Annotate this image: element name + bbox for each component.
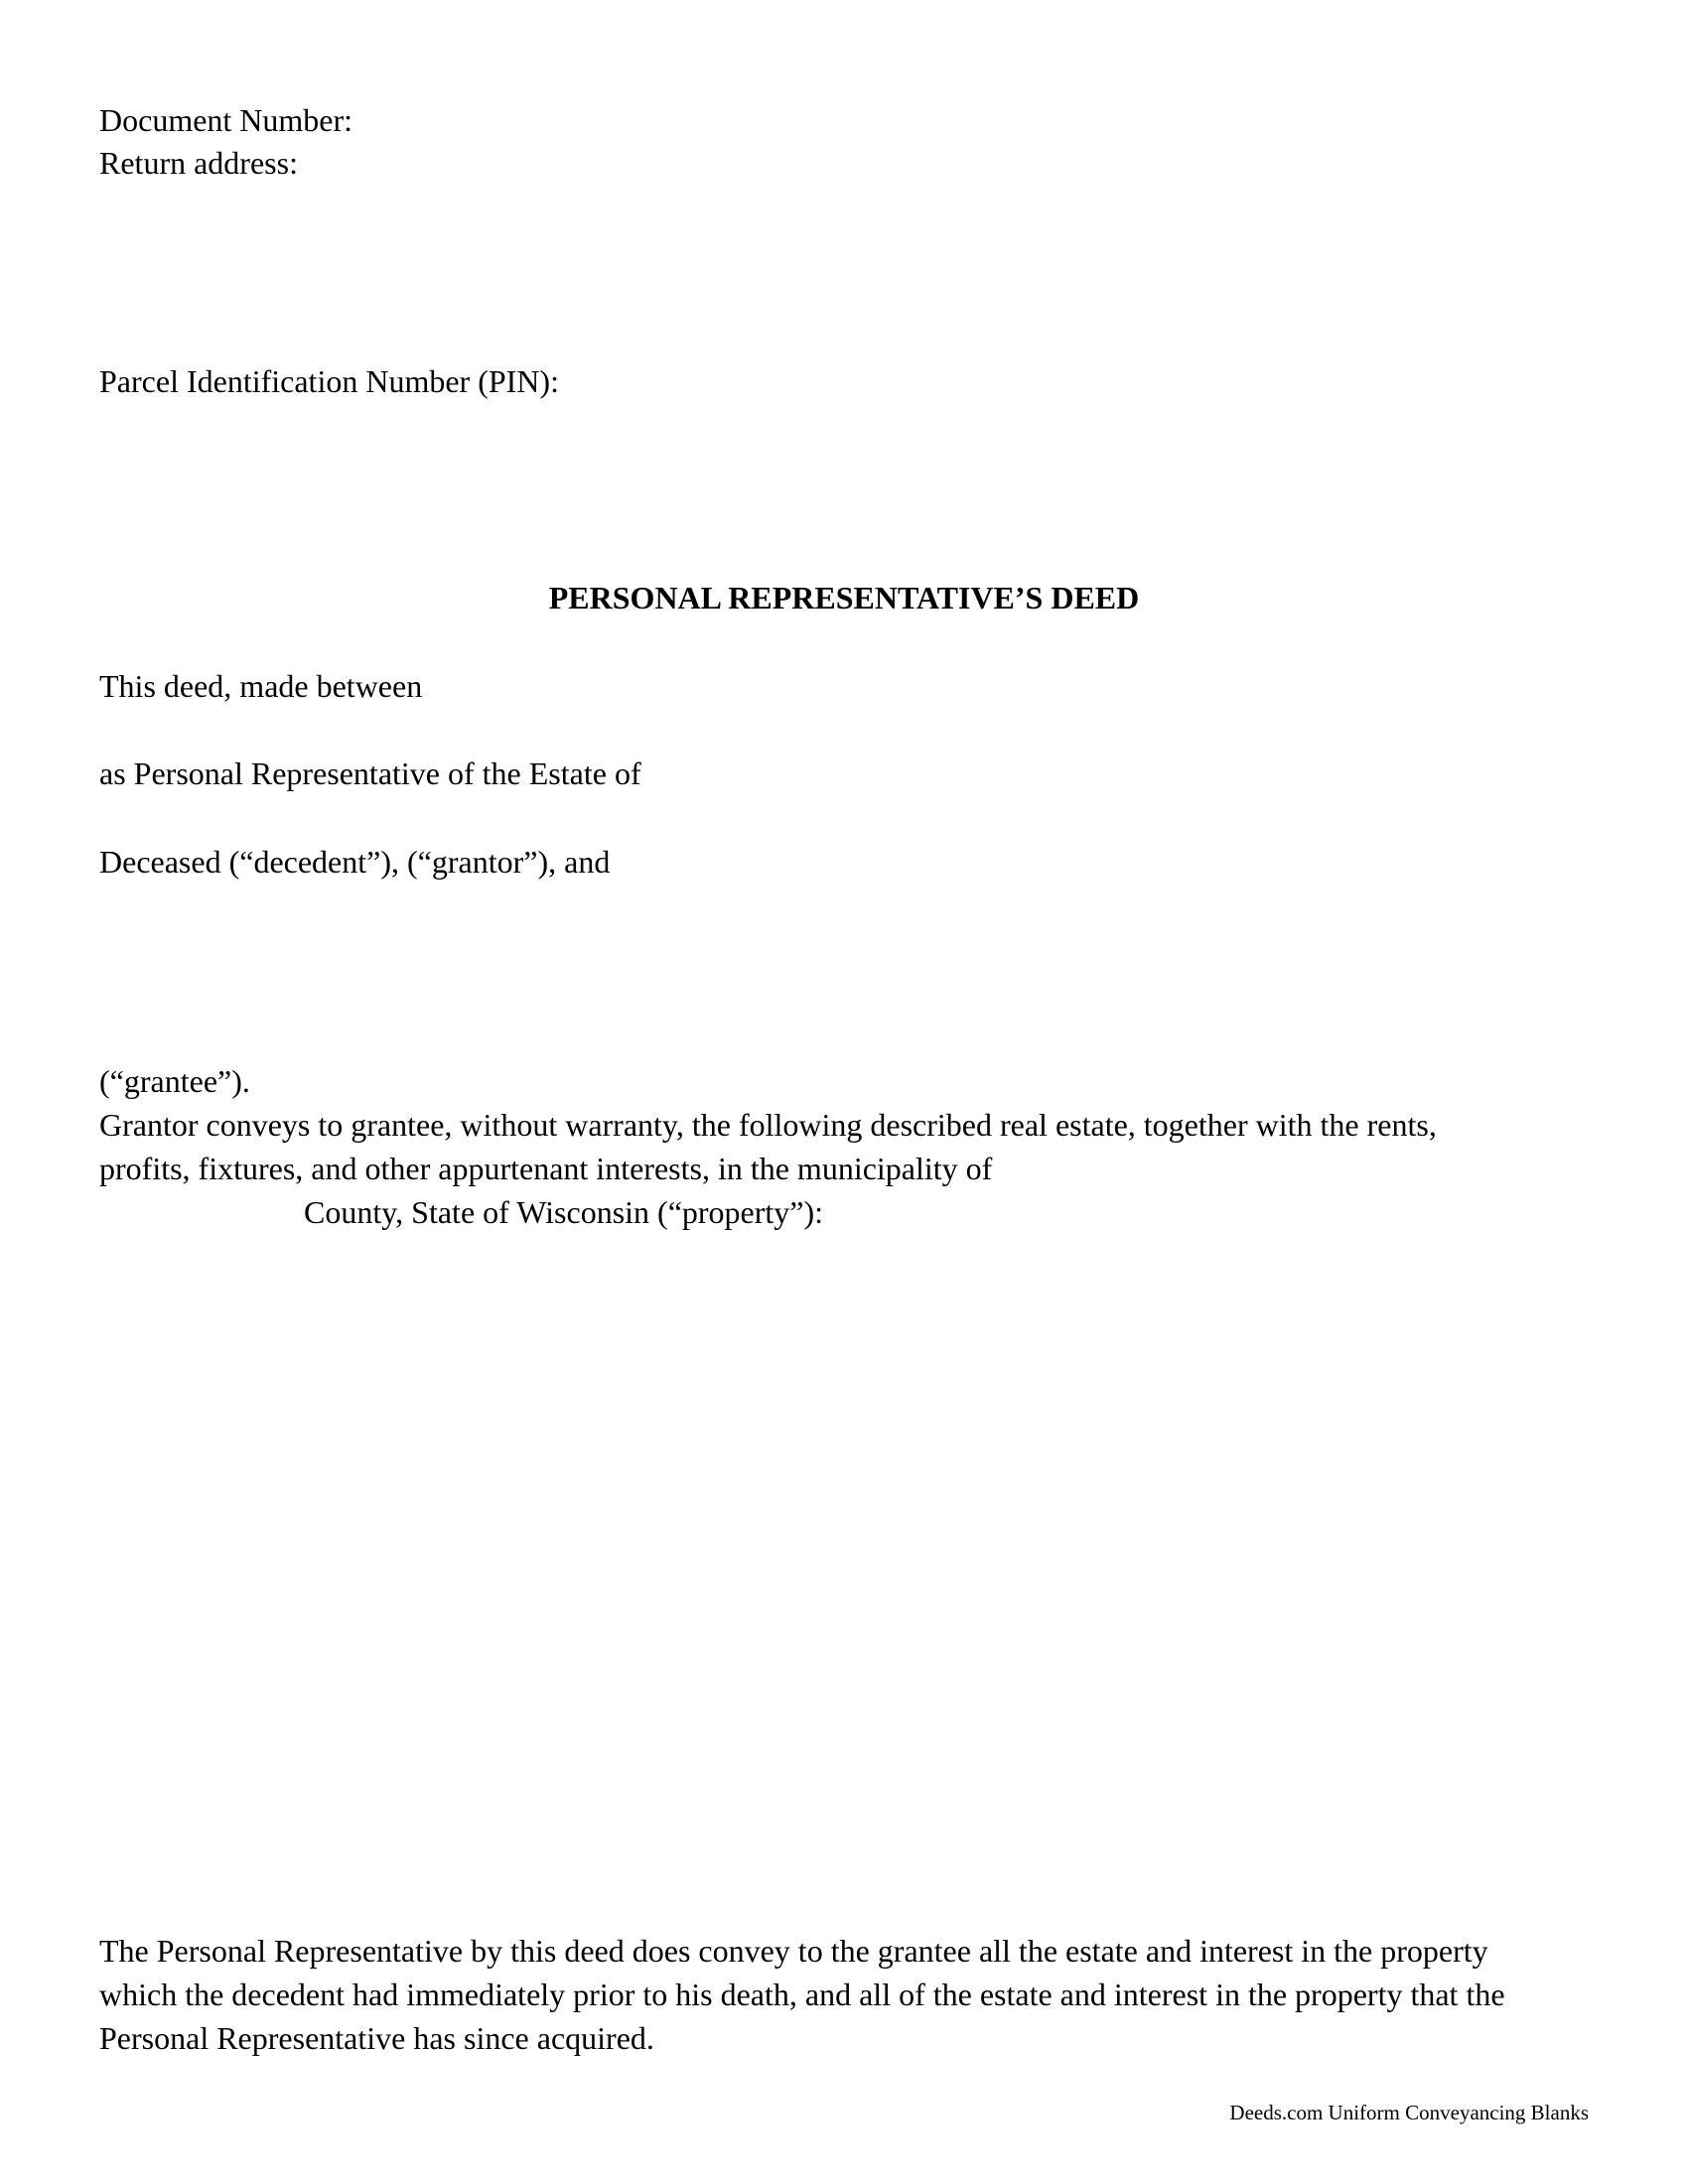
conveyance-line-3: County, State of Wisconsin (“property”): bbox=[304, 1194, 824, 1230]
deed-title: PERSONAL REPRESENTATIVE’S DEED bbox=[548, 580, 1140, 615]
return-address-label: Return address: bbox=[99, 145, 298, 181]
closing-line-3: Personal Representative has since acquired. bbox=[99, 2020, 654, 2056]
grantee-text: (“grantee”). bbox=[99, 1063, 250, 1099]
conveyance-line-1: Grantor conveys to grantee, without warranty, the following described real estate, together with the rents, bbox=[99, 1107, 1437, 1143]
conveyance-line-2: profits, fixtures, and other appurtenant interests, in the municipality of bbox=[99, 1151, 993, 1186]
personal-representative-text: as Personal Representative of the Estate of bbox=[99, 755, 641, 791]
deceased-grantor-text: Deceased (“decedent”), (“grantor”), and bbox=[99, 844, 611, 880]
closing-line-1: The Personal Representative by this deed does convey to the grantee all the estate and interest in the property bbox=[99, 1933, 1488, 1969]
pin-label: Parcel Identification Number (PIN): bbox=[99, 363, 559, 399]
made-between-text: This deed, made between bbox=[99, 668, 423, 704]
closing-line-2: which the decedent had immediately prior to his death, and all of the estate and interest in the property that the bbox=[99, 1977, 1505, 2012]
footer-text: Deeds.com Uniform Conveyancing Blanks bbox=[1229, 2101, 1589, 2124]
document-number-label: Document Number: bbox=[99, 102, 353, 138]
